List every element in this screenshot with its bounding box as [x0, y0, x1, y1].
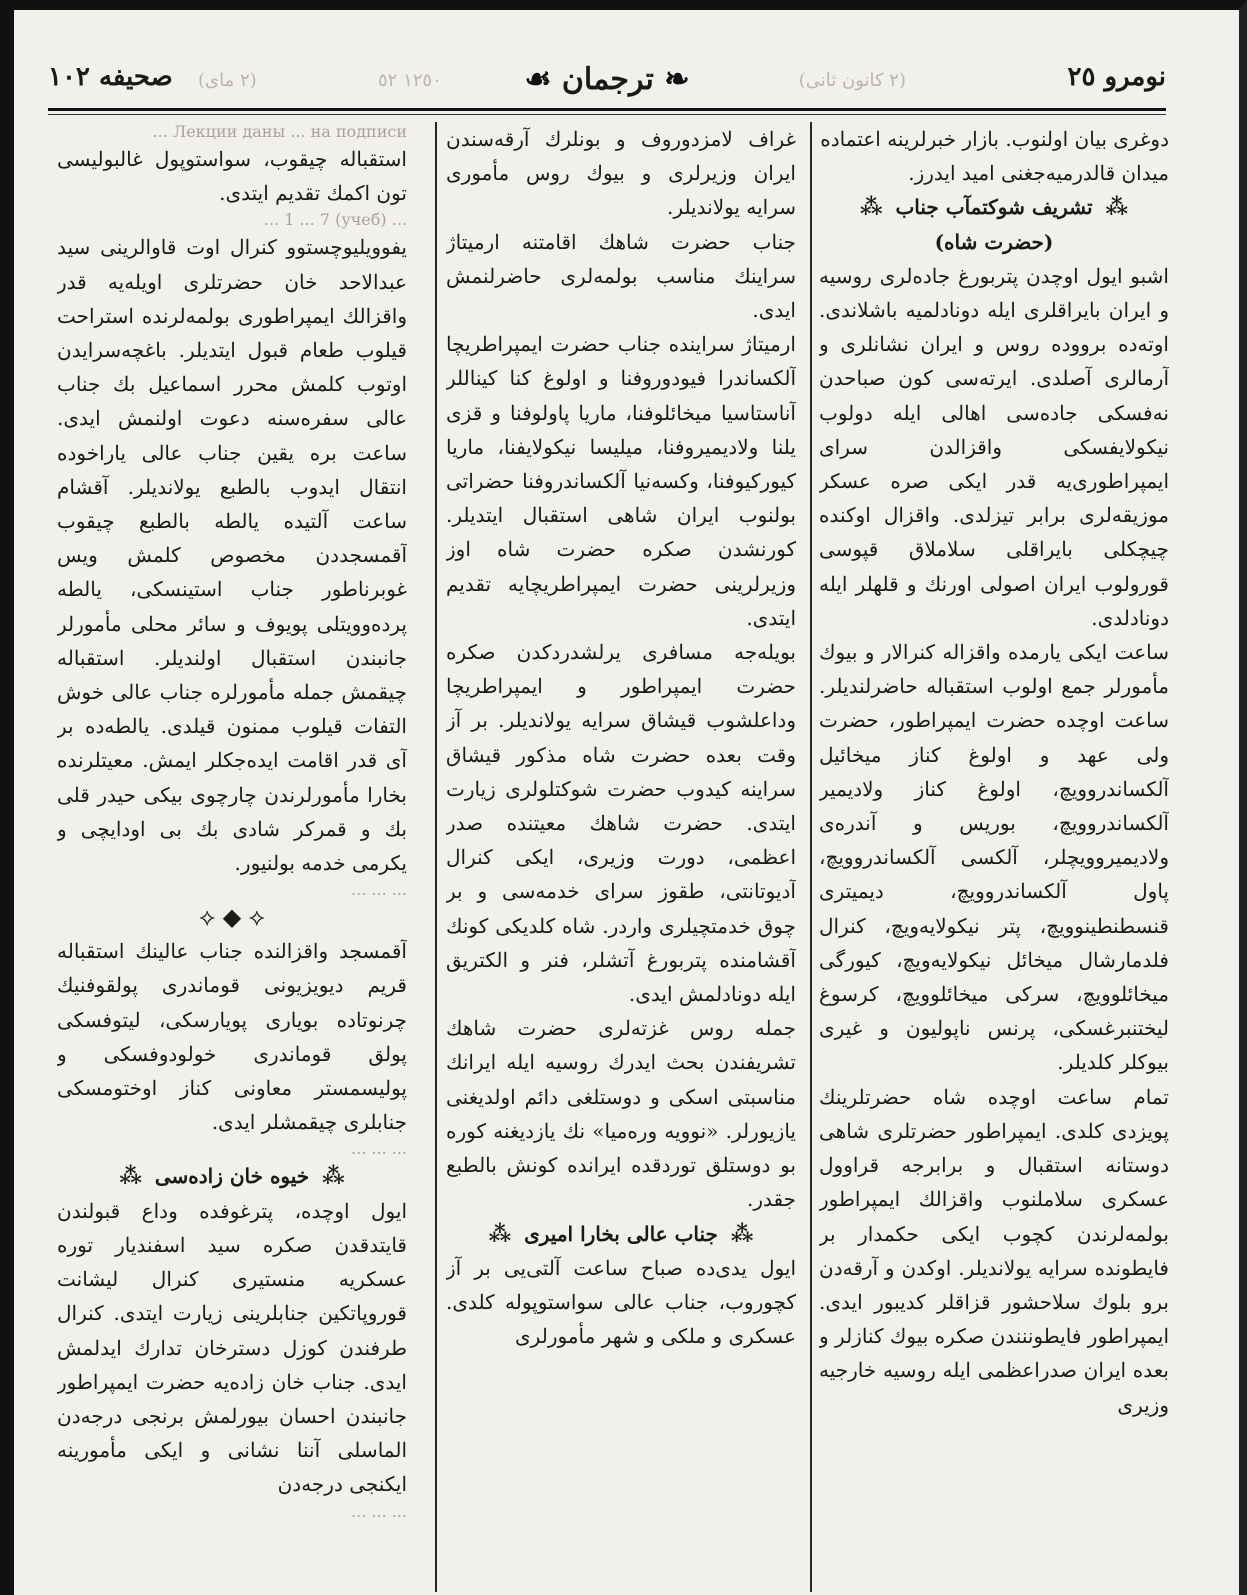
- ornament-left-icon: ⁂: [488, 1220, 512, 1247]
- article-paragraph: ايول يدى‌ده صباح ساعت آلتى‌يى بر آز كچوروب، جناب عالى سواستوپوله كلدى. عسكرى و ملكى و شهر مأمورلرى: [446, 1255, 796, 1349]
- newspaper-title-text: ترجمان: [561, 62, 654, 97]
- right-column: [819, 122, 1169, 1592]
- article-paragraph: جناب حضرت شاهك اقامتنه ارميتاژ سراينك مناسب بولمه‌لرى حاضرلنمش ايدى.: [446, 229, 796, 323]
- section-heading-khiva: [57, 1159, 407, 1193]
- title-ornament-left-icon: ☙: [524, 62, 552, 97]
- article-paragraph: اشبو ايول اوچدن پتربورغ جاده‌لرى روسيه و ايران بايراقلرى ايله دونادلميه باشلاندى. اوته‌ده برووده روس و ايران نشانلرى و آرمالرى آصلدى. ايرته‌سى كون صباحدن نه‌فسكى جاده‌سى اهالى ايله دولوب نيكولايفسكى واقزالدن سراى ايمپراطورى‌يه قدر ايكى صره عسكر موزيقه‌لرى برابر تيزلدى. واقزال اوكنده چيچكلى بايراقلى سلاملاق قپوسى قورولوب ايران اصولى اورنك و قلهلر ايله دونادلدى.: [819, 263, 1169, 630]
- ornament-left-icon: ⁂: [859, 194, 883, 221]
- faint-date-left: (٢ ماى): [198, 70, 257, 91]
- article-paragraph: تمام ساعت اوچده شاه حضرتلرينك پويزدى كلدى. ايمپراطور حضرتلرى شاهى دوستانه استقبال و برابرجه قراوول عسكرى سلاملنوب واقزالك ايمپراطور بولمه‌لرندن كچوب ايكى حكمدار بر فايطونده سرايه يولانديلر. اوكدن و آرقه‌دن برو بلوك سلاحشور قزاقلر كديبور ايدى. ايمپراطور فايطوننندن صكره بيوك كنازلر و بعده ايران صدراعظمى ايله روسيه خارجيه وزيرى: [819, 1084, 1169, 1417]
- section-heading-text: خيوه خان زاده‌سى: [154, 1164, 310, 1189]
- page-header: [48, 60, 1166, 106]
- article-paragraph: ارميتاژ سراينده جناب حضرت ايمپراطريچا آلكساندرا فيودوروفنا و اولوغ كنا كيناللر آناستاسيا ميخائلوفنا، ماريا پاولوفنا و قزى يلنا ولاديميروفنا، ميليسا نيكولايفنا، ماريا كيوركيوفنا، وكسه‌نيا آلكساندروفنا حضراتى بولنوب ايران شاهى استقبال ايتديلر. كورنشدن صكره حضرت شاه اوز وزيرلرينى حضرت ايمپراطريچايه تقديم ايتدى.: [446, 332, 796, 630]
- section-subheading: (حضرت شاه): [934, 229, 1054, 254]
- article-paragraph: جمله روس غزته‌لرى حضرت شاهك تشريفندن بحث ايدرك روسيه ايله ايرانك مناسبتى اسكى و دوستلغى دائم اولديغنى يازيورلر. «نوويه وره‌ميا» نك يازديغنه كوره بو دوستلق توردقده ايرانده كونش بالطبع جقدر.: [446, 1016, 796, 1212]
- ornament-right-icon: ⁂: [730, 1220, 754, 1247]
- header-rule-thin: [48, 114, 1166, 115]
- faint-date-right: (٢ كانون ثانى): [798, 70, 906, 91]
- section-heading-text: تشريف شوكتمآب جناب: [895, 195, 1093, 220]
- pencil-note: Лекции даны ... на подписи ...: [152, 122, 407, 141]
- header-rule: [48, 108, 1166, 111]
- ornament-right-icon: ⁂: [322, 1163, 345, 1190]
- pencil-note: ... ... ...: [351, 1139, 407, 1159]
- article-paragraph: غراف لامزدوروف و بونلرك آرقه‌سندن ايران وزيرلرى و بيوك روس مأمورى سرايه يولانديلر.: [446, 127, 796, 220]
- article-paragraph: بويله‌جه مسافرى يرلشدردكدن صكره حضرت ايمپراطور و ايمپراطريچا وداعلشوب قيشاق سرايه يولانديلر. بر آز وقت بعده حضرت شاه مذكور قيشاق سراينه كيدوب حضرت شوكتلولرى زيارت ايتدى. حضرت شاهك معيتنده صدر اعظمى، دورت وزيرى، ايكى كنرال آديوتانتى، طقوز سراى خدمه‌سى و بر چوق خدمتچيلرى واردر. شاه كلديكى كونك آقشامنده پتربورغ آتشلر، فنر و الكتريق ايله دونادلمش ايدى.: [446, 640, 796, 1007]
- article-paragraph: استقباله چيقوب، سواستوپول غالبوليسى تون اكمك تقديم ايتدى.: [57, 147, 407, 206]
- column-divider-right: [810, 122, 812, 1592]
- pencil-note: ... ... ...: [351, 880, 407, 900]
- section-heading-bukhara: [446, 1217, 796, 1251]
- page-number: صحيفه ١٠٢: [48, 62, 173, 92]
- pencil-note: ... (учеб) 1 ... 7 ...: [263, 210, 407, 230]
- article-paragraph: ساعت ايكى يارمده واقزاله كنرالار و بيوك مأمورلر جمع اولوب استقباله حاضرلنديلر. ساعت اوچده حضرت ايمپراطور، حضرت ولى عهد و اولوغ كناز ميخائيل آلكساندروويچ، اولوغ كناز ولاديمير آلكساندروويچ، بوريس و آندره‌ى ولاديميروويچلر، آلكسى آلكساندروويچ، پاول آلكساندروويچ، ديميترى قنسطنطينوويچ، پتر نيكولايه‌ويچ، كنرال فلدمارشال ميخائل نيكولايه‌ويچ، كيورگى ميخائلوويچ، سركى ميخائلوويچ، كرسوغ ليختنبرغسكى، پرنس ناپوليون و غيرى بيوكلر كلديلر.: [819, 640, 1169, 1075]
- issue-number: نومرو ٢٥: [1067, 62, 1166, 92]
- intro-line: ميدان قالدرميه‌جغنى اميد ايدرز.: [908, 161, 1169, 186]
- section-heading-shah: [819, 190, 1169, 224]
- section-heading-text: جناب عالى بخارا اميرى: [524, 1221, 718, 1246]
- title-ornament-right-icon: ❧: [664, 62, 690, 97]
- ornament-left-icon: ⁂: [119, 1163, 142, 1190]
- middle-column: [446, 122, 796, 1592]
- article-paragraph: ايول اوچده، پترغوفده وداع قبولندن قايتدقدن صكره سيد اسفنديار توره عسكريه منستيرى كنرال ليشانت قوروپاتكين جنابلرينى زيارت ايتدى. كنرال طرفندن كوزل دسترخان تدارك ايدلمش ايدى. جناب خان زاده‌يه حضرت ايمپراطور جانبندن احسان بيورلمش برنجى درجه‌دن الماسلى آننا نشانى و ايكى مأمورينه ايكنجى درجه‌دن: [57, 1198, 407, 1497]
- faint-date-mid: ١٢٥٠ ٥٢: [378, 70, 442, 91]
- column-divider-left: [435, 122, 437, 1592]
- article-paragraph: آقمسجد واقزالنده جناب عالينك استقباله قريم ديويزيونى قوماندرى پولقوفنيك چرنوتاده بويارى پويارسكى، ليتوفسكى پولق قوماندرى خولودوفسكى و پوليسمستر معاونى كناز اوختومسكى جنابلرى چيقمشلر ايدى.: [57, 939, 407, 1135]
- section-separator-icon: ⟡ ◆ ⟡: [199, 903, 265, 932]
- left-column: [57, 122, 407, 1592]
- intro-line: دوغرى بيان اولنوب. بازار خبرلرينه اعتماده: [820, 127, 1169, 151]
- article-paragraph: يفوويليوچستوو كنرال اوت قاوالرينى سيد عبدالاحد خان حضرتلرى اويله‌يه قدر واقزالك ايمپراطورى بولمه‌لرنده استراحت قيلوب طعام قبول ايتديلر. باغچه‌سرايدن اوتوب كلمش محرر اسماعيل بك جناب عالى سفره‌سنه دعوت اولنمش ايدى. ساعت بره يقين جناب عالى ياراخوده انتقال ايدوب بالطبع يولانديلر. آقشام ساعت آلتيده يالطه بالطبع چيقوب آقمسجددن مخصوص كلمش ويس غوبرناطور جناب استينسكى، يالطه پرده‌وويتلى پويوف و سائر محلى مأمورلر جانبندن استقبال اولنديلر. استقباله چيقمش جمله مأمورلره جناب عالى خوش التفات قيلوب ممنون قيلدى. يالطه‌ده بر آى قدر اقامت ايده‌جكلر ايمش. معيتلرنده بخارا مأمورلرندن چارچوى بيكى حيدر قلى بك و قمركر شادى بك بى اودايچى و يكرمى خدمه بولنيور.: [57, 235, 407, 876]
- ornament-right-icon: ⁂: [1105, 194, 1129, 221]
- pencil-note: ... ... ...: [351, 1501, 407, 1521]
